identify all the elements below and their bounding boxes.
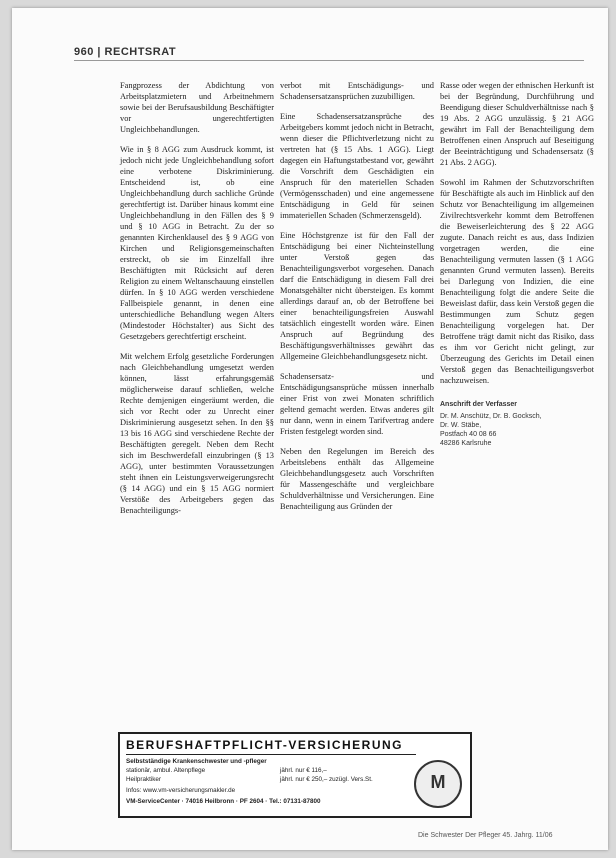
ad-line: Selbstständige Krankenschwester und -pfleger <box>126 758 267 765</box>
text-column-2 <box>280 80 434 521</box>
text-column-3 <box>440 80 594 448</box>
author-address <box>440 400 594 448</box>
author-line: Postfach 40 08 66 <box>440 431 497 438</box>
ad-price: jährl. nur € 250,– zuzügl. Vers.St. <box>280 776 373 783</box>
page-header: 960 | RECHTSRAT <box>74 46 177 58</box>
vm-logo-icon <box>414 760 462 808</box>
ad-contact: VM-ServiceCenter · 74016 Heilbronn · PF 2604 · Tel.: 07131-87800 <box>126 798 321 805</box>
paragraph: Fangprozess der Abdichtung von Arbeitsplatzmietern und Arbeitnehmern sowie bei der Berufsausbildung Beschäftigter vor ungerechtfertigten Ungleichbehandlungen. <box>120 81 274 134</box>
ad-title: BERUFSHAFTPFLICHT-VERSICHERUNG <box>126 738 404 752</box>
insurance-advertisement <box>118 732 472 818</box>
paragraph: Rasse oder wegen der ethnischen Herkunft ist bei der Begründung, Durchführung und Beendigung dieser Schuldverhältnisse nach § 19 Abs. 2 AGG unzulässig. § 21 AGG gewährt im Fall der Benachteiligung dem Betroffenen einen Anspruch auf Beseitigung der Beeinträchtigung und Schadensersatz (§ 21 Abs. 2 AGG). <box>440 81 594 167</box>
ad-link: Infos: www.vm-versicherungsmakler.de <box>126 787 236 794</box>
paragraph: Mit welchem Erfolg gesetzliche Forderungen nach Gleichbehandlung umgesetzt werden können, lässt erfahrungsgemäß möglicherweise darauf schließen, welche Rechte demjenigen eingeräumt werden, die sich vor Recht oder zu Unrecht einer Diskriminierung ausgesetzt sehen. In den §§ 13 bis 16 AGG sind verschiedene Rechte der Beschäftigten geregelt. Neben dem Recht sich im Beschwerdefall einzubringen (§ 13 AGG), unter bestimmten Voraussetzungen steht ihnen ein Leistungsverweigerungsrecht (§ 14 AGG) und ein § 15 AGG normiert Verstöße des Arbeitgebers gegen das Benachteiligungs- <box>120 352 274 515</box>
author-line: Dr. M. Anschütz, Dr. B. Gocksch, <box>440 413 542 420</box>
paragraph: Wie in § 8 AGG zum Ausdruck kommt, ist jedoch nicht jede Ungleichbehandlung sofort eine verbotene Diskriminierung. Entscheidend ist, ob eine Ungleichbehandlung durch sachliche Gründe gerechtfertigt ist. Darüber hinaus kommt eine Ungleichbehandlung in den Fällen des § 9 und § 10 AGG in Betracht. Zu der so genannten Kirchenklausel des § 9 AGG von Kirchen und Religionsgemeinschaften erstreckt, ob sie im Einzelfall ihre Beschäftigten mit Rücksicht auf deren Religion zu einem Weltanschauung einstellen dürfen. In § 10 AGG werden verschiedene Fallbeispiele genannt, in denen eine unterschiedliche Behandlung wegen Alters (Mindestoder Höchstalter) aus Sicht des Gesetzgebers gerechtfertigt erscheint. <box>120 145 274 341</box>
header-divider <box>74 60 584 61</box>
paragraph: verbot mit Entschädigungs- und Schadensersatzansprüchen zuzubilligen. <box>280 81 434 101</box>
paragraph: Eine Höchstgrenze ist für den Fall der Entschädigung bei einer Nichteinstellung unter Verstoß gegen das Benachteiligungsverbot vorgesehen. Danach darf die Entschädigung in diesem Fall drei Monatsgehälter nicht übersteigen. Es kommt allerdings darauf an, ob der Betroffene bei einer benachteiligungsfreien Auswahl tatsächlich eingestellt worden wäre. Einen Anspruch auf Begründung des Beschäftigungsverhältnisses gewährt das Allgemeine Gleichbehandlungsgesetz nicht. <box>280 231 434 361</box>
author-line: 48286 Karlsruhe <box>440 440 492 447</box>
paragraph: Sowohl im Rahmen der Schutzvorschriften für Beschäftigte als auch im Hinblick auf den Schutz vor Benachteiligung im allgemeinen Zivilrechtsverkehr kommt dem Betroffenen die Beweiserleichterung des § 22 AGG zugute. Danach reicht es aus, dass Indizien vorgetragen werden, die eine Benachteiligung vermuten lassen (§ 1 AGG genannten Grund vermuten lassen). Bereits bei Darlegung von Indizien, die eine Benachteiligung folgt die andere Seite die Beweislast dafür, dass kein Verstoß gegen die Bestimmungen zum Schutz gegen Benachteiligung vorgelegen hat. Der Betroffene trägt damit nicht das Risiko, dass es ihm vor Gericht nicht gelingt, zur Überzeugung des Gerichts im Detail einen Verstoß gegen das Benachteiligungsverbot nachzuweisen. <box>440 178 594 385</box>
ad-price: jährl. nur € 116,– <box>280 767 327 774</box>
paragraph: Eine Schadensersatzansprüche des Arbeitgebers kommt jedoch nicht in Betracht, wenn dieser die Pflichtverletzung nicht zu vertreten hat (§ 15 Abs. 1 AGG). Liegt dagegen ein Haftungstatbestand vor, gewährt die Vorschrift dem Geschädigten ein Anspruch für den materiellen Schaden (Vermögensschaden) und eine angemessene Entschädigung in Geld für seinen immateriellen Schaden (Schmerzensgeld). <box>280 112 434 220</box>
document-page <box>12 8 608 850</box>
paragraph: Neben den Regelungen im Bereich des Arbeitslebens enthält das Allgemeine Gleichbehandlungsgesetz auch Vorschriften für Massengeschäfte und vergleichbare Schuldverhältnisse und Versicherungen. Eine Benachteiligung aus Gründen der <box>280 447 434 511</box>
text-column-1 <box>120 80 274 525</box>
paragraph: Schadensersatz- und Entschädigungsansprüche müssen innerhalb einer Frist von zwei Monaten schriftlich geltend gemacht werden. Etwas anderes gilt nur dann, wenn in einem Tarifvertrag andere Fristen festgelegt worden sind. <box>280 372 434 436</box>
ad-line: stationär, ambul. Altenpflege <box>126 767 206 774</box>
ad-divider <box>126 754 416 755</box>
page-footer: Die Schwester Der Pfleger 45. Jahrg. 11/06 <box>418 832 553 839</box>
author-label: Anschrift der Verfasser <box>440 401 518 408</box>
author-line: Dr. W. Stäbe, <box>440 422 482 429</box>
ad-line: Heilpraktiker <box>126 776 161 783</box>
